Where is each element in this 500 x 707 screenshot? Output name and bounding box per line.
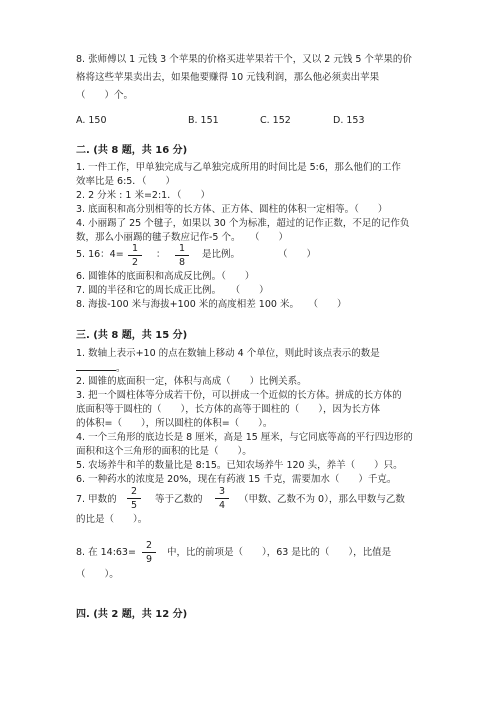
section2-title: 二. (共 8 题，共 16 分) <box>76 145 188 156</box>
s2-q1-line2: 效率比是 6:5．（ ） <box>76 176 176 187</box>
s2-q5-fraction-2 <box>175 243 189 268</box>
s2-q2: 2. 2 分米 : 1 米=2:1．（ ） <box>76 190 210 201</box>
s2-q4-line1: 4. 小丽踢了 25 个毽子，如果以 30 个为标准，超过的记作正数，不足的记作负 <box>76 218 410 229</box>
s3-q8-prefix: 8. 在 14:63= <box>76 547 136 558</box>
numerator: 1 <box>131 243 139 254</box>
s3-q8-fraction <box>142 540 156 565</box>
s3-q6: 6. 一种药水的浓度是 20%，现在有药液 15 千克，需要加水（ ）千克。 <box>76 474 397 485</box>
denominator: 4 <box>218 500 226 511</box>
s3-q1-line2 <box>76 362 126 375</box>
section4-title: 四. (共 2 题，共 12 分) <box>76 609 188 620</box>
fraction-bar <box>175 255 189 256</box>
s3-q1-line1: 1. 数轴上表示+10 的点在数轴上移动 4 个单位，则此时该点表示的数是 <box>76 348 380 359</box>
s3-q7-fraction-1 <box>127 486 141 511</box>
s3-q7-fraction-2 <box>215 486 229 511</box>
s3-q3-line3: 的体积=（ ），所以圆柱的体积=（ ）。 <box>76 418 273 429</box>
s3-q7-mid: 等于乙数的 <box>155 494 203 505</box>
denominator: 2 <box>131 257 139 268</box>
s3-q2: 2. 圆锥的底面积一定，体积与高成（ ）比例关系。 <box>76 376 307 387</box>
s3-q8-suffix: 中，比的前项是（ ），63 是比的（ ），比值是 <box>167 547 392 558</box>
numerator: 1 <box>178 243 186 254</box>
q8-line3: （ ）个。 <box>76 90 134 101</box>
denominator: 9 <box>145 554 153 565</box>
s2-q8: 8. 海拔-100 米与海拔+100 米的高度相差 100 米。 （ ） <box>76 299 347 310</box>
numerator: 3 <box>218 486 226 497</box>
s3-q7-line2: 的比是（ ）。 <box>76 514 148 525</box>
s3-q8-line2: （ ）。 <box>76 569 119 580</box>
section3-title: 三. (共 8 题，共 15 分) <box>76 330 188 341</box>
s2-q5-fraction-1 <box>128 243 142 268</box>
numerator: 2 <box>130 486 138 497</box>
denominator: 8 <box>178 257 186 268</box>
option-d: D. 153 <box>333 115 365 126</box>
s2-q6: 6. 圆锥体的底面积和高成反比例。（ ） <box>76 271 255 282</box>
answer-blank[interactable] <box>76 362 116 371</box>
s2-q1-line1: 1. 一件工作，甲单独完成与乙单独完成所用的时间比是 5:6，那么他们的工作 <box>76 162 401 173</box>
s2-q5-prefix: 5. 16：4= <box>76 249 124 260</box>
s2-q7: 7. 圆的半径和它的周长成正比例。 （ ） <box>76 285 269 296</box>
fraction-bar <box>142 552 156 553</box>
s3-q7-suffix: （甲数、乙数不为 0），那么甲数与乙数 <box>239 494 405 505</box>
s3-q7-prefix: 7. 甲数的 <box>76 494 117 505</box>
denominator: 5 <box>130 500 138 511</box>
option-a: A. 150 <box>76 115 107 126</box>
q8-line1: 8. 张师傅以 1 元钱 3 个苹果的价格买进苹果若干个，又以 2 元钱 5 个苹果的价 <box>76 54 412 65</box>
s2-q4-line2: 数，那么小丽踢的毽子数应记作-5 个。 （ ） <box>76 232 288 243</box>
s2-q5-colon: ： <box>156 249 166 260</box>
s3-q3-line1: 3. 把一个圆柱体等分成若干份，可以拼成一个近似的长方体。拼成的长方体的 <box>76 390 402 401</box>
s3-q3-line2: 底面积等于圆柱的（ ），长方体的高等于圆柱的（ ），因为长方体 <box>76 404 381 415</box>
s3-q4-line1: 4. 一个三角形的底边长是 8 厘米，高是 15 厘米，与它同底等高的平行四边形的 <box>76 432 413 443</box>
option-c: C. 152 <box>260 115 291 126</box>
fraction-bar <box>128 255 142 256</box>
s2-q5-suffix: 是比例。 （ ） <box>202 249 317 260</box>
s3-q1-period: 。 <box>116 363 126 374</box>
q8-line2: 格将这些苹果卖出去，如果他要赚得 10 元钱利润，那么他必须卖出苹果 <box>76 72 380 83</box>
s3-q5: 5. 农场养牛和羊的数量比是 8:15。已知农场养牛 120 头，养羊（ ）只。 <box>76 460 403 471</box>
s3-q4-line2: 面积和这个三角形的面积的比是（ ）。 <box>76 446 252 457</box>
fraction-bar <box>127 498 141 499</box>
fraction-bar <box>215 498 229 499</box>
s2-q3: 3. 底面积和高分别相等的长方体、正方体、圆柱的体积一定相等。（ ） <box>76 204 388 215</box>
numerator: 2 <box>145 540 153 551</box>
option-b: B. 151 <box>188 115 219 126</box>
